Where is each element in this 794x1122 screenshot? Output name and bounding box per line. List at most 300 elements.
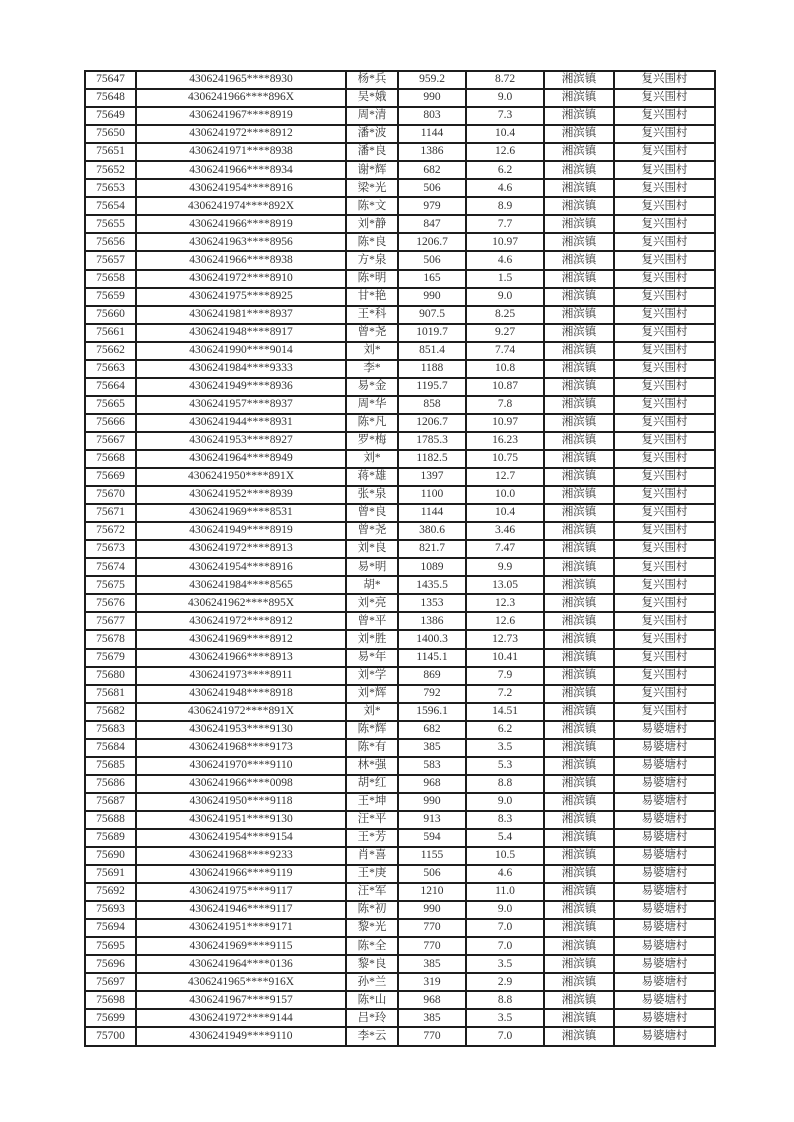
cell-village: 复兴围村 [614,342,715,360]
cell-town: 湘滨镇 [544,757,614,775]
cell-serial: 75669 [85,468,136,486]
table-row [85,955,715,973]
cell-village: 复兴围村 [614,251,715,269]
cell-town: 湘滨镇 [544,955,614,973]
cell-amount: 959.2 [398,71,466,89]
table-row [85,324,715,342]
cell-village: 复兴围村 [614,522,715,540]
cell-id-number: 4306241949****8936 [136,378,346,396]
cell-amount: 385 [398,739,466,757]
cell-amount: 594 [398,829,466,847]
cell-village: 复兴围村 [614,504,715,522]
cell-village: 易婆塘村 [614,973,715,991]
cell-rate: 3.5 [466,955,544,973]
cell-id-number: 4306241949****9110 [136,1027,346,1046]
cell-name: 刘*亮 [346,594,398,612]
cell-town: 湘滨镇 [544,486,614,504]
cell-name: 王*科 [346,306,398,324]
cell-rate: 7.2 [466,685,544,703]
cell-town: 湘滨镇 [544,378,614,396]
cell-village: 易婆塘村 [614,811,715,829]
cell-rate: 7.0 [466,1027,544,1046]
cell-town: 湘滨镇 [544,360,614,378]
cell-village: 易婆塘村 [614,739,715,757]
table-row [85,378,715,396]
cell-name: 蒋*雄 [346,468,398,486]
cell-amount: 1195.7 [398,378,466,396]
cell-rate: 7.0 [466,919,544,937]
cell-serial: 75687 [85,793,136,811]
cell-id-number: 4306241951****9130 [136,811,346,829]
cell-id-number: 4306241953****9130 [136,721,346,739]
cell-amount: 1386 [398,612,466,630]
cell-amount: 913 [398,811,466,829]
cell-village: 易婆塘村 [614,919,715,937]
cell-amount: 1210 [398,883,466,901]
table-row [85,594,715,612]
table-row [85,270,715,288]
table-row [85,901,715,919]
cell-town: 湘滨镇 [544,468,614,486]
table-row [85,432,715,450]
cell-amount: 1144 [398,125,466,143]
cell-rate: 10.87 [466,378,544,396]
cell-amount: 990 [398,288,466,306]
cell-serial: 75657 [85,251,136,269]
cell-village: 复兴围村 [614,71,715,89]
cell-id-number: 4306241972****8910 [136,270,346,288]
cell-village: 复兴围村 [614,594,715,612]
cell-name: 方*泉 [346,251,398,269]
cell-amount: 851.4 [398,342,466,360]
cell-amount: 968 [398,775,466,793]
cell-amount: 1386 [398,143,466,161]
cell-id-number: 4306241966****8938 [136,251,346,269]
table-row [85,504,715,522]
cell-name: 陈*山 [346,991,398,1009]
cell-id-number: 4306241972****8912 [136,612,346,630]
cell-name: 陈*辉 [346,721,398,739]
cell-serial: 75660 [85,306,136,324]
cell-name: 周*华 [346,396,398,414]
cell-id-number: 4306241969****8912 [136,630,346,648]
cell-rate: 12.7 [466,468,544,486]
cell-rate: 4.6 [466,179,544,197]
cell-id-number: 4306241973****8911 [136,667,346,685]
cell-amount: 1155 [398,847,466,865]
cell-village: 复兴围村 [614,270,715,288]
table-row [85,721,715,739]
cell-serial: 75673 [85,540,136,558]
cell-town: 湘滨镇 [544,594,614,612]
cell-id-number: 4306241984****9333 [136,360,346,378]
cell-town: 湘滨镇 [544,540,614,558]
table-row [85,468,715,486]
cell-rate: 7.9 [466,667,544,685]
cell-town: 湘滨镇 [544,522,614,540]
cell-village: 复兴围村 [614,432,715,450]
cell-name: 周*清 [346,107,398,125]
cell-town: 湘滨镇 [544,703,614,721]
cell-name: 陈*文 [346,197,398,215]
cell-amount: 1353 [398,594,466,612]
cell-amount: 165 [398,270,466,288]
cell-serial: 75699 [85,1009,136,1027]
cell-name: 易*明 [346,558,398,576]
cell-id-number: 4306241984****8565 [136,576,346,594]
cell-village: 复兴围村 [614,630,715,648]
cell-id-number: 4306241972****9144 [136,1009,346,1027]
cell-id-number: 4306241963****8956 [136,233,346,251]
cell-town: 湘滨镇 [544,883,614,901]
cell-village: 易婆塘村 [614,775,715,793]
cell-serial: 75677 [85,612,136,630]
table-row [85,396,715,414]
cell-town: 湘滨镇 [544,306,614,324]
cell-village: 复兴围村 [614,468,715,486]
cell-serial: 75661 [85,324,136,342]
cell-name: 孙*兰 [346,973,398,991]
table-row [85,649,715,667]
cell-rate: 8.8 [466,991,544,1009]
cell-amount: 979 [398,197,466,215]
table-row [85,793,715,811]
table-row [85,703,715,721]
cell-rate: 9.27 [466,324,544,342]
cell-rate: 3.5 [466,1009,544,1027]
table-row [85,143,715,161]
cell-town: 湘滨镇 [544,721,614,739]
cell-town: 湘滨镇 [544,107,614,125]
cell-rate: 14.51 [466,703,544,721]
table-row [85,161,715,179]
cell-id-number: 4306241966****0098 [136,775,346,793]
cell-village: 复兴围村 [614,414,715,432]
cell-serial: 75698 [85,991,136,1009]
cell-name: 刘* [346,450,398,468]
cell-village: 复兴围村 [614,378,715,396]
cell-name: 陈*良 [346,233,398,251]
cell-amount: 506 [398,865,466,883]
cell-town: 湘滨镇 [544,251,614,269]
cell-amount: 990 [398,901,466,919]
cell-town: 湘滨镇 [544,125,614,143]
cell-id-number: 4306241949****8919 [136,522,346,540]
cell-serial: 75671 [85,504,136,522]
cell-id-number: 4306241965****916X [136,973,346,991]
cell-rate: 9.9 [466,558,544,576]
cell-rate: 4.6 [466,251,544,269]
cell-name: 杨*兵 [346,71,398,89]
cell-village: 复兴围村 [614,667,715,685]
table-row [85,883,715,901]
cell-village: 复兴围村 [614,306,715,324]
cell-serial: 75650 [85,125,136,143]
cell-name: 胡* [346,576,398,594]
cell-village: 复兴围村 [614,324,715,342]
cell-serial: 75655 [85,215,136,233]
cell-town: 湘滨镇 [544,829,614,847]
cell-id-number: 4306241967****9157 [136,991,346,1009]
cell-serial: 75651 [85,143,136,161]
cell-village: 复兴围村 [614,125,715,143]
cell-amount: 990 [398,89,466,107]
cell-serial: 75656 [85,233,136,251]
cell-serial: 75668 [85,450,136,468]
cell-serial: 75666 [85,414,136,432]
table-row [85,937,715,955]
table-row [85,71,715,89]
cell-serial: 75679 [85,649,136,667]
cell-village: 易婆塘村 [614,757,715,775]
cell-village: 易婆塘村 [614,901,715,919]
cell-name: 刘*良 [346,540,398,558]
cell-amount: 803 [398,107,466,125]
cell-name: 潘*良 [346,143,398,161]
cell-amount: 1397 [398,468,466,486]
cell-name: 刘* [346,342,398,360]
cell-town: 湘滨镇 [544,558,614,576]
cell-id-number: 4306241953****8927 [136,432,346,450]
cell-village: 复兴围村 [614,143,715,161]
cell-village: 复兴围村 [614,89,715,107]
cell-id-number: 4306241971****8938 [136,143,346,161]
cell-serial: 75684 [85,739,136,757]
cell-amount: 380.6 [398,522,466,540]
cell-serial: 75648 [85,89,136,107]
cell-village: 复兴围村 [614,215,715,233]
cell-id-number: 4306241948****8918 [136,685,346,703]
cell-town: 湘滨镇 [544,197,614,215]
cell-village: 复兴围村 [614,396,715,414]
cell-name: 刘*辉 [346,685,398,703]
cell-town: 湘滨镇 [544,649,614,667]
cell-amount: 1206.7 [398,233,466,251]
cell-serial: 75662 [85,342,136,360]
table-row [85,991,715,1009]
cell-amount: 1100 [398,486,466,504]
cell-town: 湘滨镇 [544,901,614,919]
cell-town: 湘滨镇 [544,270,614,288]
cell-id-number: 4306241967****8919 [136,107,346,125]
cell-village: 复兴围村 [614,703,715,721]
table-row [85,829,715,847]
cell-rate: 9.0 [466,793,544,811]
cell-amount: 907.5 [398,306,466,324]
cell-village: 易婆塘村 [614,793,715,811]
cell-rate: 8.25 [466,306,544,324]
cell-id-number: 4306241969****9115 [136,937,346,955]
cell-rate: 7.74 [466,342,544,360]
cell-serial: 75690 [85,847,136,865]
table-row [85,540,715,558]
table-row [85,757,715,775]
cell-serial: 75697 [85,973,136,991]
cell-village: 易婆塘村 [614,883,715,901]
cell-rate: 12.6 [466,143,544,161]
cell-serial: 75647 [85,71,136,89]
cell-id-number: 4306241950****9118 [136,793,346,811]
cell-id-number: 4306241969****8531 [136,504,346,522]
cell-town: 湘滨镇 [544,612,614,630]
cell-rate: 3.46 [466,522,544,540]
cell-id-number: 4306241981****8937 [136,306,346,324]
cell-rate: 10.97 [466,233,544,251]
cell-rate: 12.73 [466,630,544,648]
cell-serial: 75694 [85,919,136,937]
cell-town: 湘滨镇 [544,865,614,883]
cell-id-number: 4306241944****8931 [136,414,346,432]
cell-village: 复兴围村 [614,649,715,667]
cell-id-number: 4306241954****9154 [136,829,346,847]
cell-amount: 506 [398,251,466,269]
cell-name: 易*金 [346,378,398,396]
cell-rate: 13.05 [466,576,544,594]
cell-serial: 75674 [85,558,136,576]
cell-town: 湘滨镇 [544,739,614,757]
cell-village: 易婆塘村 [614,1027,715,1046]
cell-amount: 792 [398,685,466,703]
cell-village: 复兴围村 [614,612,715,630]
cell-rate: 7.8 [466,396,544,414]
cell-rate: 12.6 [466,612,544,630]
cell-amount: 770 [398,919,466,937]
cell-id-number: 4306241966****896X [136,89,346,107]
cell-village: 易婆塘村 [614,937,715,955]
cell-town: 湘滨镇 [544,630,614,648]
table-row [85,233,715,251]
cell-village: 复兴围村 [614,540,715,558]
table-row [85,215,715,233]
table-row [85,179,715,197]
cell-rate: 10.5 [466,847,544,865]
cell-rate: 9.0 [466,288,544,306]
cell-name: 曾*良 [346,504,398,522]
cell-name: 黎*良 [346,955,398,973]
cell-name: 甘*艳 [346,288,398,306]
cell-rate: 8.8 [466,775,544,793]
cell-name: 李* [346,360,398,378]
cell-rate: 10.4 [466,504,544,522]
cell-amount: 1019.7 [398,324,466,342]
cell-village: 复兴围村 [614,179,715,197]
cell-name: 吕*玲 [346,1009,398,1027]
cell-town: 湘滨镇 [544,576,614,594]
cell-id-number: 4306241966****9119 [136,865,346,883]
cell-id-number: 4306241946****9117 [136,901,346,919]
cell-town: 湘滨镇 [544,324,614,342]
cell-town: 湘滨镇 [544,396,614,414]
cell-id-number: 4306241957****8937 [136,396,346,414]
table-row [85,1027,715,1046]
table-row [85,576,715,594]
cell-name: 陈*凡 [346,414,398,432]
table-row [85,107,715,125]
cell-amount: 583 [398,757,466,775]
cell-id-number: 4306241970****9110 [136,757,346,775]
cell-serial: 75685 [85,757,136,775]
cell-serial: 75683 [85,721,136,739]
cell-town: 湘滨镇 [544,71,614,89]
cell-id-number: 4306241951****9171 [136,919,346,937]
cell-name: 汪*军 [346,883,398,901]
cell-rate: 12.3 [466,594,544,612]
cell-name: 陈*初 [346,901,398,919]
cell-name: 王*坤 [346,793,398,811]
cell-amount: 682 [398,721,466,739]
cell-village: 复兴围村 [614,576,715,594]
cell-name: 吴*娥 [346,89,398,107]
cell-serial: 75649 [85,107,136,125]
cell-town: 湘滨镇 [544,450,614,468]
cell-town: 湘滨镇 [544,793,614,811]
cell-serial: 75692 [85,883,136,901]
cell-amount: 1188 [398,360,466,378]
cell-rate: 10.41 [466,649,544,667]
cell-rate: 16.23 [466,432,544,450]
cell-rate: 4.6 [466,865,544,883]
cell-amount: 319 [398,973,466,991]
cell-village: 复兴围村 [614,107,715,125]
cell-amount: 770 [398,937,466,955]
table-row [85,360,715,378]
cell-town: 湘滨镇 [544,685,614,703]
cell-serial: 75696 [85,955,136,973]
cell-name: 曾*尧 [346,324,398,342]
cell-town: 湘滨镇 [544,233,614,251]
cell-amount: 506 [398,179,466,197]
cell-id-number: 4306241966****8913 [136,649,346,667]
cell-rate: 3.5 [466,739,544,757]
cell-id-number: 4306241966****8919 [136,215,346,233]
cell-village: 易婆塘村 [614,847,715,865]
cell-serial: 75700 [85,1027,136,1046]
table-row [85,414,715,432]
cell-amount: 1206.7 [398,414,466,432]
cell-id-number: 4306241950****891X [136,468,346,486]
cell-amount: 858 [398,396,466,414]
cell-town: 湘滨镇 [544,667,614,685]
cell-id-number: 4306241968****9233 [136,847,346,865]
cell-name: 曾*尧 [346,522,398,540]
cell-serial: 75665 [85,396,136,414]
cell-amount: 1785.3 [398,432,466,450]
cell-serial: 75691 [85,865,136,883]
table-row [85,197,715,215]
cell-id-number: 4306241954****8916 [136,558,346,576]
cell-rate: 10.97 [466,414,544,432]
cell-village: 复兴围村 [614,360,715,378]
table-row [85,775,715,793]
cell-id-number: 4306241954****8916 [136,179,346,197]
table-row [85,558,715,576]
cell-name: 张*泉 [346,486,398,504]
cell-name: 刘*学 [346,667,398,685]
cell-serial: 75681 [85,685,136,703]
cell-town: 湘滨镇 [544,414,614,432]
cell-name: 刘*胜 [346,630,398,648]
table-row [85,739,715,757]
cell-town: 湘滨镇 [544,161,614,179]
cell-id-number: 4306241974****892X [136,197,346,215]
cell-name: 罗*梅 [346,432,398,450]
cell-serial: 75686 [85,775,136,793]
cell-serial: 75680 [85,667,136,685]
cell-town: 湘滨镇 [544,432,614,450]
cell-rate: 7.3 [466,107,544,125]
table-row [85,847,715,865]
cell-rate: 6.2 [466,721,544,739]
